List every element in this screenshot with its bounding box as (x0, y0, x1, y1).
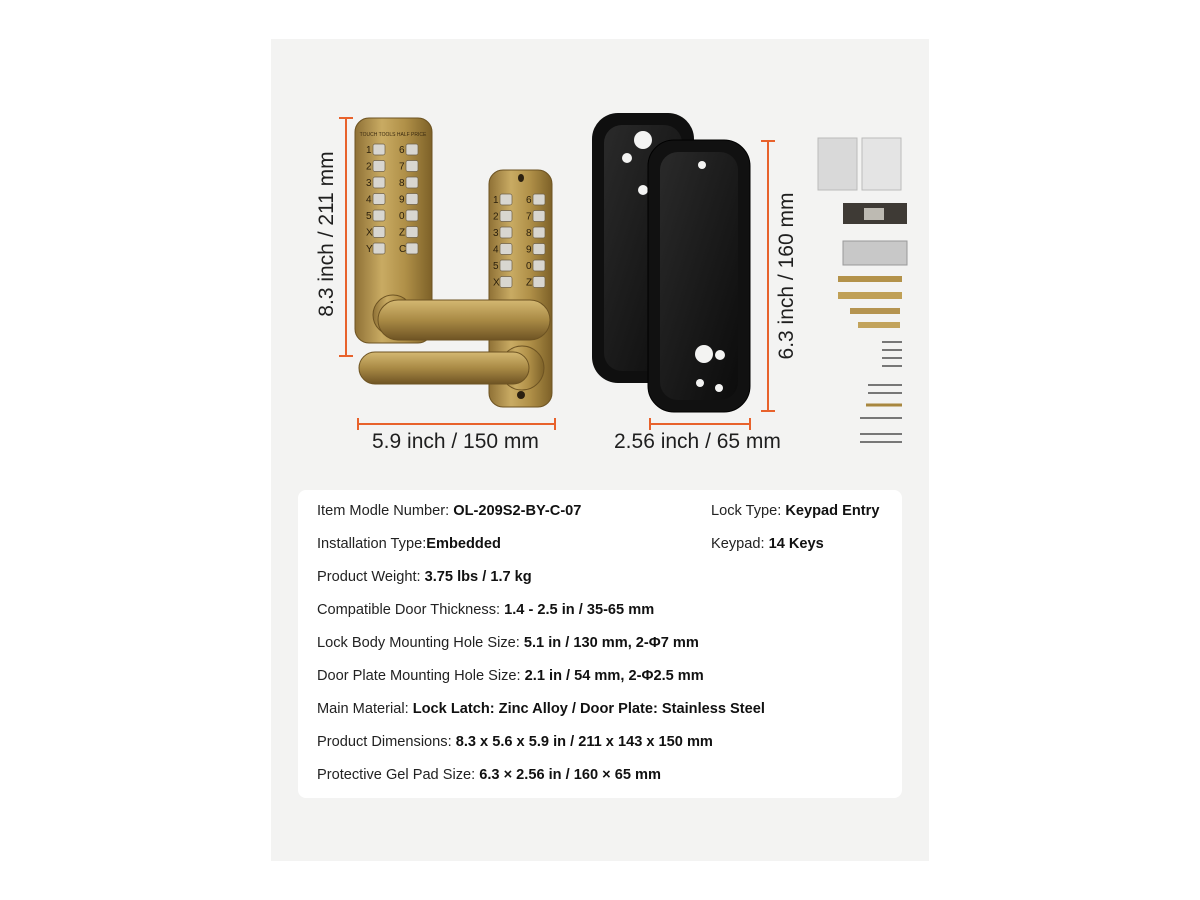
keypad-button (533, 194, 545, 205)
keypad-digit: 3 (366, 178, 372, 189)
spec-weight (317, 569, 532, 585)
lock-height-dimension (339, 118, 353, 356)
keypad-digit: 0 (526, 261, 532, 272)
keypad-digit: 4 (493, 244, 499, 256)
keypad-digit: 2 (493, 211, 499, 223)
keypad-digit: 8 (526, 228, 532, 239)
spec-value: OL-209S2-BY-C-07 (453, 503, 582, 519)
keypad-digit: C (399, 244, 407, 255)
keypad-button (373, 144, 385, 155)
keypad-button (406, 210, 418, 221)
spec-plate-hole (317, 668, 704, 684)
keypad-digit: 3 (493, 228, 499, 239)
lock-width-dimension (358, 418, 555, 430)
spec-label: Lock Type: (711, 503, 786, 519)
spec-lock-type (711, 503, 879, 519)
spec-label: Main Material: (317, 701, 413, 717)
keypad-digit: 2 (366, 161, 372, 173)
spec-label: Door Plate Mounting Hole Size: (317, 668, 525, 684)
spec-value: 6.3 × 2.56 in / 160 × 65 mm (479, 767, 661, 783)
spec-installation (317, 536, 501, 552)
keypad-button (406, 161, 418, 172)
gel-pads (592, 113, 750, 412)
keypad-digit: 6 (526, 195, 532, 206)
keypad-button (373, 161, 385, 172)
keypad-button (406, 177, 418, 188)
keypad-button (373, 194, 385, 205)
keypad-button (500, 194, 512, 205)
keypad-button (533, 211, 545, 222)
spec-lock-hole (317, 635, 699, 651)
keypad-digit: 1 (493, 195, 499, 206)
keypad-button (406, 144, 418, 155)
keypad-digit: 0 (399, 211, 405, 222)
spec-dimensions (317, 734, 713, 750)
keypad-button (533, 244, 545, 255)
keypad-digit: 9 (399, 194, 405, 206)
spec-value: 5.1 in / 130 mm, 2-Φ7 mm (523, 635, 699, 651)
spec-value: Keypad Entry (785, 503, 880, 519)
spec-label: Keypad: (711, 536, 769, 552)
keypad-button (500, 211, 512, 222)
keypad-digit: Z (399, 227, 406, 239)
spec-label: Product Dimensions: (317, 734, 456, 750)
spec-value: Lock Latch: Zinc Alloy / Door Plate: Stainless Steel (412, 701, 765, 717)
keypad-button (373, 210, 385, 221)
spec-keypad (711, 536, 824, 552)
spec-label: Product Weight: (317, 569, 425, 585)
keypad-button (533, 260, 545, 271)
keypad-button (406, 194, 418, 205)
keypad-digit: 9 (526, 244, 532, 256)
accessories (818, 138, 907, 442)
svg-text:TOUCH TOOLS HALF PRICE: TOUCH TOOLS HALF PRICE (359, 132, 427, 138)
spec-label: Lock Body Mounting Hole Size: (317, 635, 524, 651)
spec-value: 1.4 - 2.5 in / 35-65 mm (504, 602, 655, 618)
keypad-digit: Z (526, 277, 533, 289)
spec-value: 2.1 in / 54 mm, 2-Φ2.5 mm (524, 668, 704, 684)
pad-width-label: 2.56 inch / 65 mm (614, 430, 781, 453)
lock-height-label: 8.3 inch / 211 mm (315, 151, 338, 317)
spec-value: 14 Keys (768, 536, 824, 552)
spec-door-thickness (317, 602, 654, 618)
keypad-button (373, 177, 385, 188)
spec-value: Embedded (426, 536, 501, 552)
keypad-digit: 8 (399, 178, 405, 189)
keypad-button (406, 227, 418, 238)
keypad-button (373, 243, 385, 254)
spec-value: 3.75 lbs / 1.7 kg (424, 569, 532, 585)
keypad-digit: 1 (366, 145, 372, 156)
keypad-button (500, 244, 512, 255)
keypad-digit: 5 (366, 211, 372, 222)
keypad-digit: X (366, 227, 373, 239)
keypad-button (500, 260, 512, 271)
keypad-button (406, 243, 418, 254)
lock-width-label: 5.9 inch / 150 mm (372, 430, 539, 453)
keypad-button (533, 227, 545, 238)
keypad-digit: 5 (493, 261, 499, 272)
keypad-digit: X (493, 277, 500, 289)
pad-height-dimension (761, 141, 775, 411)
spec-label: Protective Gel Pad Size: (317, 767, 480, 783)
keypad-digit: Y (366, 244, 373, 255)
keypad-button (500, 227, 512, 238)
spec-gel-pad (317, 767, 661, 783)
pad-height-label: 6.3 inch / 160 mm (775, 192, 798, 360)
spec-label: Item Modle Number: (317, 503, 454, 519)
keypad-digit: 7 (399, 161, 405, 173)
pad-width-dimension (650, 418, 750, 430)
spec-value: 8.3 x 5.6 x 5.9 in / 211 x 143 x 150 mm (455, 734, 713, 750)
keypad-digit: 6 (399, 145, 405, 156)
keypad-digit: 4 (366, 194, 372, 206)
keypad-button (533, 277, 545, 288)
keypad-button (500, 277, 512, 288)
spec-label: Installation Type: (317, 536, 427, 552)
spec-material (317, 701, 765, 717)
spec-label: Compatible Door Thickness: (317, 602, 505, 618)
keypad-button (373, 227, 385, 238)
spec-card (298, 490, 902, 798)
keypad-digit: 7 (526, 211, 532, 223)
spec-model (317, 503, 581, 519)
